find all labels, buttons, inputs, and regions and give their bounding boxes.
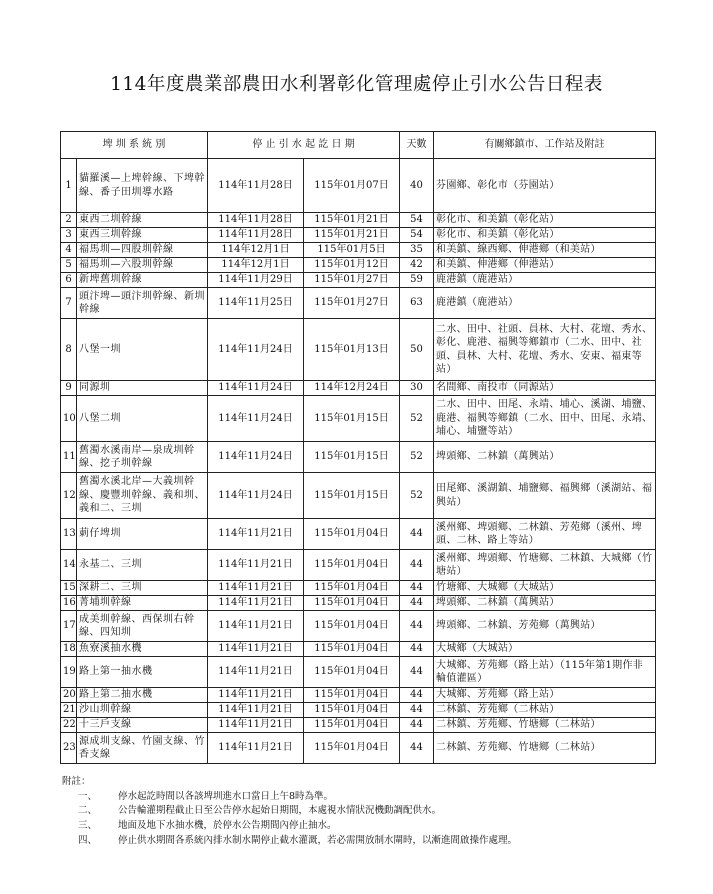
row-number: 15 [61,581,77,596]
end-date: 115年01月27日 [304,273,400,288]
table-row [61,703,656,718]
day-count: 44 [400,703,434,718]
row-number: 19 [61,657,77,688]
township-note: 二水、田中、田尾、永靖、埔心、溪湖、埔鹽、鹿港、福興等鄉鎮（二水、田中、田尾、永靖、埔心、埔鹽等站） [434,396,656,442]
canal-name: 東西二圳幹線 [77,213,208,228]
row-number: 1 [61,159,77,213]
table-row [61,258,656,273]
day-count: 63 [400,288,434,319]
end-date: 115年01月27日 [304,288,400,319]
row-number: 23 [61,733,77,764]
row-number: 7 [61,288,77,319]
day-count: 44 [400,581,434,596]
end-date: 115年01月5日 [304,243,400,258]
day-count: 44 [400,688,434,703]
township-note: 二林鎮、芳苑鄉、竹塘鄉（二林站） [434,733,656,764]
row-number: 3 [61,228,77,243]
table-row [61,657,656,688]
start-date: 114年12月1日 [208,258,304,273]
township-note: 彰化市、和美鎮（彰化站） [434,228,656,243]
end-date: 115年01月04日 [304,688,400,703]
start-date: 114年11月21日 [208,596,304,611]
start-date: 114年11月21日 [208,519,304,550]
day-count: 44 [400,657,434,688]
canal-name: 新埤舊圳幹線 [77,273,208,288]
header-note: 有關鄉鎮市、工作站及附註 [434,132,656,159]
township-note: 大城鄉（大城站） [434,642,656,657]
row-number: 18 [61,642,77,657]
note-text: 公告輪灌期程截止日至公告停水起始日期間，本處視水情狀況機動調配供水。 [118,805,442,817]
table-row [61,159,656,213]
day-count: 44 [400,611,434,642]
day-count: 54 [400,228,434,243]
day-count: 52 [400,473,434,519]
canal-name: 成美圳幹線、西保圳右幹線、四知圳 [77,611,208,642]
end-date: 115年01月15日 [304,442,400,473]
end-date: 115年01月04日 [304,703,400,718]
end-date: 115年01月12日 [304,258,400,273]
row-number: 14 [61,550,77,581]
day-count: 52 [400,442,434,473]
table-row [61,213,656,228]
note-text: 停水起訖時間以各該埤圳進水口當日上午8時為準。 [118,790,334,802]
end-date: 115年01月13日 [304,319,400,381]
start-date: 114年12月1日 [208,243,304,258]
end-date: 115年01月04日 [304,550,400,581]
township-note: 埤頭鄉、二林鎮（萬興站） [434,596,656,611]
start-date: 114年11月29日 [208,273,304,288]
end-date: 115年01月15日 [304,473,400,519]
table-row [61,228,656,243]
start-date: 114年11月21日 [208,581,304,596]
start-date: 114年11月21日 [208,688,304,703]
end-date: 115年01月04日 [304,581,400,596]
township-note: 田尾鄉、溪湖鎮、埔鹽鄉、福興鄉（溪湖站、福興站） [434,473,656,519]
table-row [61,733,656,764]
start-date: 114年11月28日 [208,228,304,243]
day-count: 44 [400,718,434,733]
header-period: 停 止 引 水 起 訖 日 期 [208,132,400,159]
header-canal: 埤 圳 系 統 別 [61,132,208,159]
canal-name: 八堡二圳 [77,396,208,442]
day-count: 44 [400,550,434,581]
start-date: 114年11月24日 [208,381,304,396]
table-row [61,642,656,657]
row-number: 17 [61,611,77,642]
row-number: 10 [61,396,77,442]
table-row [61,288,656,319]
start-date: 114年11月21日 [208,703,304,718]
end-date: 115年01月04日 [304,733,400,764]
day-count: 40 [400,159,434,213]
township-note: 埤頭鄉、二林鎮（萬興站） [434,442,656,473]
township-note: 埤頭鄉、二林鎮、芳苑鄉（萬興站） [434,611,656,642]
canal-name: 路上第一抽水機 [77,657,208,688]
schedule-rows [61,159,656,764]
day-count: 44 [400,596,434,611]
start-date: 114年11月21日 [208,733,304,764]
table-row [61,473,656,519]
canal-name: 福馬圳—六股圳幹線 [77,258,208,273]
start-date: 114年11月21日 [208,718,304,733]
end-date: 115年01月04日 [304,611,400,642]
schedule-table [60,131,656,764]
note-item [62,834,662,849]
day-count: 59 [400,273,434,288]
table-row [61,273,656,288]
township-note: 鹿港鎮（鹿港站） [434,273,656,288]
start-date: 114年11月21日 [208,657,304,688]
canal-name: 沙山圳幹線 [77,703,208,718]
end-date: 115年01月21日 [304,228,400,243]
township-note: 竹塘鄉、大城鄉（大城站） [434,581,656,596]
start-date: 114年11月28日 [208,213,304,228]
row-number: 20 [61,688,77,703]
canal-name: 源成圳支線、竹園支線、竹香支線 [77,733,208,764]
day-count: 44 [400,519,434,550]
table-row [61,381,656,396]
note-item [62,819,662,834]
day-count: 50 [400,319,434,381]
township-note: 溪州鄉、埤頭鄉、二林鎮、芳苑鄉（溪州、埤頭、二林、路上等站） [434,519,656,550]
note-text: 地面及地下水抽水機，於停水公告期間內停止抽水。 [118,820,337,832]
end-date: 115年01月07日 [304,159,400,213]
canal-name: 莿仔埤圳 [77,519,208,550]
canal-name: 八堡一圳 [77,319,208,381]
row-number: 12 [61,473,77,519]
table-row [61,596,656,611]
township-note: 大城鄉、芳苑鄉（路上站） [434,688,656,703]
end-date: 115年01月04日 [304,657,400,688]
end-date: 114年12月24日 [304,381,400,396]
canal-name: 福馬圳—四股圳幹線 [77,243,208,258]
day-count: 30 [400,381,434,396]
township-note: 和美鎮、伸港鄉（伸港站） [434,258,656,273]
start-date: 114年11月28日 [208,159,304,213]
note-number: 四、 [78,834,98,846]
end-date: 115年01月04日 [304,596,400,611]
township-note: 和美鎮、線西鄉、伸港鄉（和美站） [434,243,656,258]
township-note: 二林鎮、芳苑鄉（二林站） [434,703,656,718]
notes-title: 附註： [62,776,91,787]
canal-name: 東西三圳幹線 [77,228,208,243]
start-date: 114年11月21日 [208,642,304,657]
day-count: 44 [400,733,434,764]
note-number: 一、 [78,790,98,802]
start-date: 114年11月24日 [208,319,304,381]
start-date: 114年11月24日 [208,442,304,473]
canal-name: 舊濁水溪北岸—大義圳幹線、慶豐圳幹線、義和圳、義和二、三圳 [77,473,208,519]
township-note: 溪州鄉、埤頭鄉、竹塘鄉、二林鎮、大城鄉（竹塘站） [434,550,656,581]
day-count: 54 [400,213,434,228]
table-row [61,550,656,581]
table-row [61,688,656,703]
township-note: 二林鎮、芳苑鄉、竹塘鄉（二林站） [434,718,656,733]
row-number: 4 [61,243,77,258]
start-date: 114年11月24日 [208,396,304,442]
table-row [61,243,656,258]
day-count: 44 [400,642,434,657]
township-note: 名間鄉、南投市（同源站） [434,381,656,396]
row-number: 16 [61,596,77,611]
start-date: 114年11月25日 [208,288,304,319]
canal-name: 頭汴埤—頭汴圳幹線、新圳幹線 [77,288,208,319]
end-date: 115年01月04日 [304,718,400,733]
table-header-row [61,132,656,159]
row-number: 21 [61,703,77,718]
township-note: 芬園鄉、彰化市（芬園站） [434,159,656,213]
row-number: 11 [61,442,77,473]
row-number: 8 [61,319,77,381]
canal-name: 路上第二抽水機 [77,688,208,703]
canal-name: 十三戶支線 [77,718,208,733]
township-note: 彰化市、和美鎮（彰化站） [434,213,656,228]
day-count: 35 [400,243,434,258]
canal-name: 魚寮溪抽水機 [77,642,208,657]
canal-name: 舊濁水溪南岸—泉成圳幹線、挖子圳幹線 [77,442,208,473]
end-date: 115年01月04日 [304,642,400,657]
table-row [61,581,656,596]
end-date: 115年01月04日 [304,519,400,550]
row-number: 9 [61,381,77,396]
table-row [61,718,656,733]
row-number: 5 [61,258,77,273]
note-number: 二、 [78,805,98,817]
notes-list [62,790,662,849]
canal-name: 永基二、三圳 [77,550,208,581]
canal-name: 同源圳 [77,381,208,396]
notes-section [62,775,662,849]
header-days: 天數 [400,132,434,159]
canal-name: 菁埔圳幹線 [77,596,208,611]
start-date: 114年11月24日 [208,473,304,519]
row-number: 2 [61,213,77,228]
canal-name: 貓羅溪—上埤幹線、下埤幹線、番子田圳導水路 [77,159,208,213]
canal-name: 深耕二、三圳 [77,581,208,596]
table-row [61,611,656,642]
township-note: 鹿港鎮（鹿港站） [434,288,656,319]
document-title: 114年度農業部農田水利署彰化管理處停止引水公告日程表 [110,74,603,95]
row-number: 13 [61,519,77,550]
note-text: 停止供水期間各系統內排水制水閘停止截水灌溉，若必需開放制水閘時，以漸進間啟操作處理。 [118,834,518,846]
note-item [62,804,662,819]
note-item [62,790,662,805]
row-number: 6 [61,273,77,288]
table-row [61,319,656,381]
end-date: 115年01月21日 [304,213,400,228]
table-row [61,519,656,550]
day-count: 42 [400,258,434,273]
township-note: 大城鄉、芳苑鄉（路上站）（115年第1期作非輪值灌區） [434,657,656,688]
township-note: 二水、田中、社頭、員林、大村、花壇、秀水、彰化、鹿港、福興等鄉鎮市（二水、田中、社頭、員林、大村、花壇、秀水、安東、福東等站） [434,319,656,381]
table-row [61,442,656,473]
start-date: 114年11月21日 [208,550,304,581]
day-count: 52 [400,396,434,442]
start-date: 114年11月21日 [208,611,304,642]
note-number: 三、 [78,820,98,832]
table-row [61,396,656,442]
row-number: 22 [61,718,77,733]
end-date: 115年01月15日 [304,396,400,442]
